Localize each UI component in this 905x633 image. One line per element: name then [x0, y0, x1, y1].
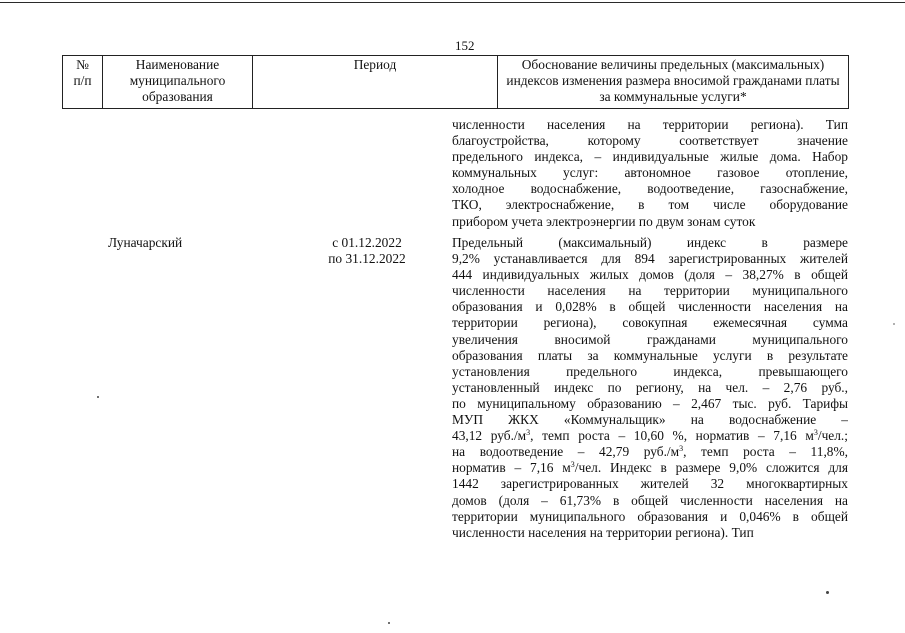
header-number: № п/п [63, 56, 103, 109]
scan-speck [826, 591, 829, 594]
continuation-text-line: коммунальных услуг: автономное газовое отопление, [452, 165, 848, 181]
rationale-text-line: численности населения на территории региона). Тип [452, 524, 754, 540]
table-header [62, 55, 849, 109]
header-municipality-name: Наименование муниципального образования [103, 56, 253, 109]
page-number: 152 [455, 38, 475, 53]
rationale-text [452, 235, 848, 541]
rationale-text-line: домов (доля – 61,73% в общей численности населения на [452, 492, 848, 508]
rationale-text-line: территории муниципального образования и 0,046% в общей [452, 508, 848, 524]
rationale-text-line: образования платы за коммунальные услуги в результате [452, 347, 848, 363]
rationale-text-line: установленный индекс по региону, на чел. – 2,76 руб., [452, 379, 848, 395]
rationale-text-line: МУП ЖКХ «Коммунальщик» на водоснабжение – [452, 412, 848, 428]
municipality-name: Луначарский [108, 235, 183, 250]
rationale-text-line: 444 индивидуальных жилых домов (доля – 38,27% в общей [452, 267, 848, 283]
rationale-text-line: территории региона), совокупная ежемесячная сумма [452, 315, 848, 331]
rationale-text-line: численности населения на территории муниципального [452, 283, 848, 299]
rationale-text-line: 43,12 $руб./м^3$, темп роста – 10,60 %, норматив – 7,16 $м^3$/чел.; [452, 428, 848, 444]
rationale-text-line: 1442 зарегистрированных жителей 32 многоквартирных [452, 476, 848, 492]
continuation-text-line: предельного индекса, – индивидуальные жилые дома. Набор [452, 149, 848, 165]
scan-speck [388, 622, 390, 624]
rationale-text-line: 9,2% устанавливается для 894 зарегистрированных жителей [452, 251, 848, 267]
top-border-line [0, 2, 905, 3]
continuation-text-line: прибором учета электроэнергии по двум зонам суток [452, 213, 756, 229]
header-period: Период [253, 56, 498, 109]
scan-speck [97, 396, 99, 398]
header-basis: Обоснование величины предельных (максимальных) индексов изменения размера вносимой гражданами платы за коммунальные услуги* [498, 56, 849, 109]
continuation-text-line: холодное водоснабжение, водоотведение, газоснабжение, [452, 181, 848, 197]
continuation-text-line: благоустройства, которому соответствует значение [452, 133, 848, 149]
table-header-row [63, 56, 849, 109]
continuation-text-line: численности населения на территории региона). Тип [452, 117, 848, 132]
rationale-text-line: по муниципальному образованию – 2,467 тыс. руб. Тарифы [452, 395, 848, 411]
period-to: по 31.12.2022 [328, 251, 406, 267]
rationale-text-line: норматив – 7,16 $м^3$/чел. Индекс в размере 9,0% сложится для [452, 460, 848, 476]
period-from: с 01.12.2022 [332, 235, 402, 250]
rationale-text-line: на водоотведение – 42,79 $руб./м^3$, темп роста – 11,8%, [452, 444, 848, 460]
period-cell [323, 235, 411, 267]
rationale-text-line: Предельный (максимальный) индекс в размере [452, 235, 848, 250]
continuation-text-line: ТКО, электроснабжение, в том числе оборудование [452, 197, 848, 213]
rationale-text-line: установления предельного индекса, превышающего [452, 363, 848, 379]
continuation-text [452, 117, 848, 230]
rationale-text-line: образования и 0,028% в общей численности населения на [452, 299, 848, 315]
rationale-text-line: увеличения вносимой гражданами муниципального [452, 331, 848, 347]
scan-speck [893, 323, 895, 325]
